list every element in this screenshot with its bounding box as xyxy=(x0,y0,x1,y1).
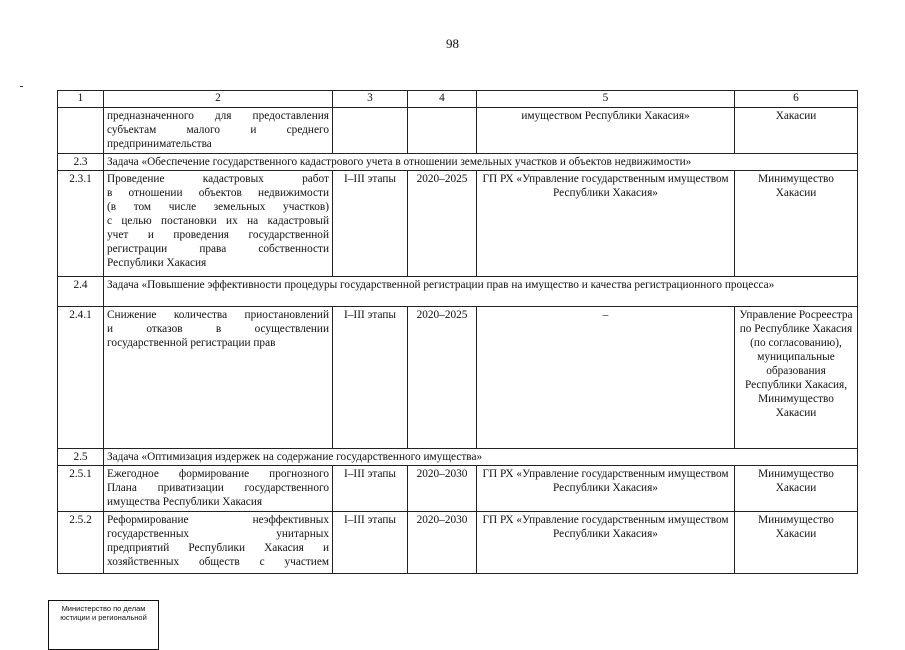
description-line: в отношении объектов недвижимости xyxy=(107,187,329,199)
description-line: и отказов в осуществлении xyxy=(107,323,329,335)
description-line: с целью постановки их на кадастровый xyxy=(107,215,329,227)
column-header: 3 xyxy=(333,91,408,108)
column-header: 5 xyxy=(477,91,735,108)
item-period: 2020–2030 xyxy=(408,512,477,574)
task-title: Задача «Оптимизация издержек на содержание государственного имущества» xyxy=(104,449,858,466)
description-line: хозяйственных обществ с участием xyxy=(107,556,329,568)
item-period: 2020–2025 xyxy=(408,307,477,449)
description-line: (в том числе земельных участков) xyxy=(107,201,329,213)
item-stage xyxy=(333,108,408,154)
description-line: Республики Хакасия xyxy=(107,257,207,269)
table-body xyxy=(58,91,858,574)
item-responsible: Управление Росреестра по Республике Хакасия (по согласованию), муниципальные образования Республики Хакасия, Минимущество Хакасии xyxy=(735,307,858,449)
column-header: 6 xyxy=(735,91,858,108)
description-line: предназначенного для предоставления xyxy=(107,110,329,122)
stamp-line: юстиции и региональной xyxy=(60,613,147,622)
item-description xyxy=(104,108,333,154)
item-number xyxy=(58,108,104,154)
item-executor: ГП РХ «Управление государственным имуществом Республики Хакасия» xyxy=(477,466,735,512)
description-line: государственных унитарных xyxy=(107,528,329,540)
task-number: 2.4 xyxy=(58,277,104,307)
table-row xyxy=(58,108,858,154)
table-row xyxy=(58,466,858,512)
item-executor: имуществом Республики Хакасия» xyxy=(477,108,735,154)
table-row xyxy=(58,307,858,449)
item-executor: ГП РХ «Управление государственным имуществом Республики Хакасия» xyxy=(477,512,735,574)
item-responsible: Минимущество Хакасии xyxy=(735,466,858,512)
item-number: 2.5.1 xyxy=(58,466,104,512)
stamp-line: Министерство по делам xyxy=(61,604,146,613)
registration-stamp xyxy=(48,600,159,650)
program-table xyxy=(57,90,858,574)
task-row xyxy=(58,154,858,171)
page-number: 98 xyxy=(446,36,459,51)
column-header: 4 xyxy=(408,91,477,108)
description-line: Снижение количества приостановлений xyxy=(107,309,329,321)
item-description xyxy=(104,466,333,512)
description-line: государственной регистрации прав xyxy=(107,337,276,349)
item-responsible: Минимущество Хакасии xyxy=(735,171,858,277)
item-responsible: Минимущество Хакасии xyxy=(735,512,858,574)
description-line: субъектам малого и среднего xyxy=(107,124,329,136)
description-line: Ежегодное формирование прогнозного xyxy=(107,468,329,480)
item-number: 2.5.2 xyxy=(58,512,104,574)
column-header: 1 xyxy=(58,91,104,108)
description-line: Проведение кадастровых работ xyxy=(107,173,329,185)
item-period: 2020–2030 xyxy=(408,466,477,512)
item-period: 2020–2025 xyxy=(408,171,477,277)
item-period xyxy=(408,108,477,154)
column-header: 2 xyxy=(104,91,333,108)
item-number: 2.4.1 xyxy=(58,307,104,449)
task-title: Задача «Повышение эффективности процедуры государственной регистрации прав на имущество и качества регистрационного процесса» xyxy=(104,277,858,307)
task-row xyxy=(58,449,858,466)
item-description xyxy=(104,171,333,277)
table-row xyxy=(58,171,858,277)
item-stage: I–III этапы xyxy=(333,466,408,512)
description-line: предприятий Республики Хакасия и xyxy=(107,542,329,554)
description-line: предпринимательства xyxy=(107,138,212,150)
item-stage: I–III этапы xyxy=(333,307,408,449)
task-number: 2.5 xyxy=(58,449,104,466)
task-row xyxy=(58,277,858,307)
task-title: Задача «Обеспечение государственного кадастрового учета в отношении земельных участков и объектов недвижимости» xyxy=(104,154,858,171)
item-executor: ГП РХ «Управление государственным имуществом Республики Хакасия» xyxy=(477,171,735,277)
task-number: 2.3 xyxy=(58,154,104,171)
description-line: имущества Республики Хакасия xyxy=(107,496,263,508)
item-number: 2.3.1 xyxy=(58,171,104,277)
table-header-row xyxy=(58,91,858,108)
item-stage: I–III этапы xyxy=(333,512,408,574)
description-line: регистрации права собственности xyxy=(107,243,329,255)
description-line: Плана приватизации государственного xyxy=(107,482,329,494)
description-line: учет и проведения государственной xyxy=(107,229,329,241)
item-description xyxy=(104,307,333,449)
item-description xyxy=(104,512,333,574)
table-row xyxy=(58,512,858,574)
item-responsible: Хакасии xyxy=(735,108,858,154)
margin-mark xyxy=(20,86,23,87)
description-line: Реформирование неэффективных xyxy=(107,514,329,526)
item-executor: – xyxy=(477,307,735,449)
item-stage: I–III этапы xyxy=(333,171,408,277)
